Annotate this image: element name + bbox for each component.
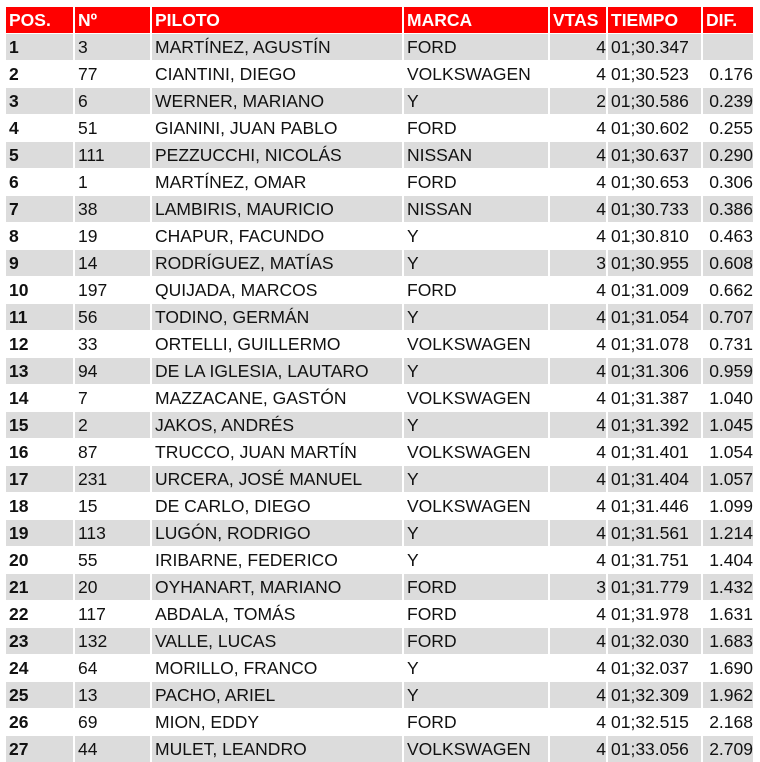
- car-number-cell: 19: [73, 222, 150, 249]
- results-table: [6, 7, 753, 762]
- table-row: [6, 681, 753, 708]
- driver-cell: CIANTINI, DIEGO: [150, 60, 402, 87]
- difference-cell: 0.176: [701, 60, 753, 87]
- table-row: [6, 303, 753, 330]
- difference-cell: 1.432: [701, 573, 753, 600]
- driver-cell: URCERA, JOSÉ MANUEL: [150, 465, 402, 492]
- difference-cell: 1.683: [701, 627, 753, 654]
- table-row: [6, 33, 753, 60]
- laps-cell: 3: [548, 249, 606, 276]
- driver-cell: WERNER, MARIANO: [150, 87, 402, 114]
- car-number-cell: 3: [73, 33, 150, 60]
- header-number: Nº: [73, 7, 150, 33]
- brand-cell: Y: [402, 465, 548, 492]
- laps-cell: 2: [548, 87, 606, 114]
- table-row: [6, 249, 753, 276]
- brand-cell: Y: [402, 222, 548, 249]
- driver-cell: DE LA IGLESIA, LAUTARO: [150, 357, 402, 384]
- difference-cell: 0.662: [701, 276, 753, 303]
- laps-cell: 4: [548, 330, 606, 357]
- time-cell: 01;30.733: [606, 195, 701, 222]
- driver-cell: OYHANART, MARIANO: [150, 573, 402, 600]
- difference-cell: 1.040: [701, 384, 753, 411]
- car-number-cell: 56: [73, 303, 150, 330]
- brand-cell: FORD: [402, 627, 548, 654]
- header-brand: MARCA: [402, 7, 548, 33]
- car-number-cell: 231: [73, 465, 150, 492]
- difference-cell: 1.962: [701, 681, 753, 708]
- position-cell: 6: [6, 168, 73, 195]
- laps-cell: 4: [548, 195, 606, 222]
- time-cell: 01;30.955: [606, 249, 701, 276]
- driver-cell: MION, EDDY: [150, 708, 402, 735]
- difference-cell: 2.709: [701, 735, 753, 762]
- car-number-cell: 2: [73, 411, 150, 438]
- car-number-cell: 94: [73, 357, 150, 384]
- time-cell: 01;31.446: [606, 492, 701, 519]
- time-cell: 01;31.779: [606, 573, 701, 600]
- laps-cell: 4: [548, 465, 606, 492]
- position-cell: 17: [6, 465, 73, 492]
- laps-cell: 3: [548, 573, 606, 600]
- laps-cell: 4: [548, 384, 606, 411]
- laps-cell: 4: [548, 654, 606, 681]
- difference-cell: 0.239: [701, 87, 753, 114]
- position-cell: 2: [6, 60, 73, 87]
- position-cell: 10: [6, 276, 73, 303]
- driver-cell: QUIJADA, MARCOS: [150, 276, 402, 303]
- car-number-cell: 51: [73, 114, 150, 141]
- laps-cell: 4: [548, 627, 606, 654]
- position-cell: 27: [6, 735, 73, 762]
- driver-cell: LAMBIRIS, MAURICIO: [150, 195, 402, 222]
- car-number-cell: 6: [73, 87, 150, 114]
- time-cell: 01;31.306: [606, 357, 701, 384]
- brand-cell: VOLKSWAGEN: [402, 330, 548, 357]
- difference-cell: 1.690: [701, 654, 753, 681]
- table-row: [6, 519, 753, 546]
- difference-cell: 0.707: [701, 303, 753, 330]
- brand-cell: Y: [402, 357, 548, 384]
- laps-cell: 4: [548, 492, 606, 519]
- position-cell: 15: [6, 411, 73, 438]
- table-row: [6, 222, 753, 249]
- car-number-cell: 87: [73, 438, 150, 465]
- position-cell: 25: [6, 681, 73, 708]
- brand-cell: FORD: [402, 33, 548, 60]
- brand-cell: VOLKSWAGEN: [402, 438, 548, 465]
- time-cell: 01;32.030: [606, 627, 701, 654]
- brand-cell: FORD: [402, 114, 548, 141]
- laps-cell: 4: [548, 681, 606, 708]
- laps-cell: 4: [548, 735, 606, 762]
- car-number-cell: 20: [73, 573, 150, 600]
- difference-cell: 0.731: [701, 330, 753, 357]
- brand-cell: VOLKSWAGEN: [402, 735, 548, 762]
- laps-cell: 4: [548, 519, 606, 546]
- difference-cell: 1.045: [701, 411, 753, 438]
- position-cell: 20: [6, 546, 73, 573]
- laps-cell: 4: [548, 438, 606, 465]
- driver-cell: IRIBARNE, FEDERICO: [150, 546, 402, 573]
- time-cell: 01;31.392: [606, 411, 701, 438]
- table-row: [6, 87, 753, 114]
- table-header: [6, 7, 753, 33]
- time-cell: 01;30.810: [606, 222, 701, 249]
- table-row: [6, 276, 753, 303]
- time-cell: 01;30.586: [606, 87, 701, 114]
- time-cell: 01;31.401: [606, 438, 701, 465]
- time-cell: 01;31.078: [606, 330, 701, 357]
- time-cell: 01;31.561: [606, 519, 701, 546]
- brand-cell: VOLKSWAGEN: [402, 492, 548, 519]
- time-cell: 01;32.309: [606, 681, 701, 708]
- laps-cell: 4: [548, 546, 606, 573]
- position-cell: 21: [6, 573, 73, 600]
- time-cell: 01;33.056: [606, 735, 701, 762]
- car-number-cell: 113: [73, 519, 150, 546]
- table-row: [6, 438, 753, 465]
- difference-cell: 0.386: [701, 195, 753, 222]
- table-row: [6, 384, 753, 411]
- driver-cell: TRUCCO, JUAN MARTÍN: [150, 438, 402, 465]
- difference-cell: 0.290: [701, 141, 753, 168]
- brand-cell: Y: [402, 519, 548, 546]
- time-cell: 01;31.009: [606, 276, 701, 303]
- table-row: [6, 573, 753, 600]
- driver-cell: MARTÍNEZ, AGUSTÍN: [150, 33, 402, 60]
- driver-cell: CHAPUR, FACUNDO: [150, 222, 402, 249]
- header-time: TIEMPO: [606, 7, 701, 33]
- laps-cell: 4: [548, 708, 606, 735]
- position-cell: 4: [6, 114, 73, 141]
- laps-cell: 4: [548, 222, 606, 249]
- car-number-cell: 111: [73, 141, 150, 168]
- time-cell: 01;31.054: [606, 303, 701, 330]
- laps-cell: 4: [548, 60, 606, 87]
- car-number-cell: 77: [73, 60, 150, 87]
- car-number-cell: 117: [73, 600, 150, 627]
- difference-cell: 1.404: [701, 546, 753, 573]
- difference-cell: 0.463: [701, 222, 753, 249]
- table-row: [6, 60, 753, 87]
- laps-cell: 4: [548, 141, 606, 168]
- brand-cell: NISSAN: [402, 141, 548, 168]
- driver-cell: VALLE, LUCAS: [150, 627, 402, 654]
- position-cell: 1: [6, 33, 73, 60]
- driver-cell: PACHO, ARIEL: [150, 681, 402, 708]
- time-cell: 01;31.751: [606, 546, 701, 573]
- position-cell: 7: [6, 195, 73, 222]
- time-cell: 01;30.653: [606, 168, 701, 195]
- position-cell: 11: [6, 303, 73, 330]
- driver-cell: TODINO, GERMÁN: [150, 303, 402, 330]
- driver-cell: ABDALA, TOMÁS: [150, 600, 402, 627]
- difference-cell: 2.168: [701, 708, 753, 735]
- difference-cell: 1.214: [701, 519, 753, 546]
- driver-cell: MARTÍNEZ, OMAR: [150, 168, 402, 195]
- brand-cell: FORD: [402, 276, 548, 303]
- laps-cell: 4: [548, 411, 606, 438]
- time-cell: 01;30.347: [606, 33, 701, 60]
- laps-cell: 4: [548, 33, 606, 60]
- car-number-cell: 14: [73, 249, 150, 276]
- car-number-cell: 38: [73, 195, 150, 222]
- car-number-cell: 33: [73, 330, 150, 357]
- time-cell: 01;32.037: [606, 654, 701, 681]
- position-cell: 12: [6, 330, 73, 357]
- brand-cell: Y: [402, 546, 548, 573]
- brand-cell: Y: [402, 654, 548, 681]
- table-row: [6, 330, 753, 357]
- laps-cell: 4: [548, 276, 606, 303]
- laps-cell: 4: [548, 303, 606, 330]
- position-cell: 13: [6, 357, 73, 384]
- time-cell: 01;30.602: [606, 114, 701, 141]
- position-cell: 23: [6, 627, 73, 654]
- driver-cell: DE CARLO, DIEGO: [150, 492, 402, 519]
- time-cell: 01;30.637: [606, 141, 701, 168]
- brand-cell: Y: [402, 681, 548, 708]
- driver-cell: MORILLO, FRANCO: [150, 654, 402, 681]
- time-cell: 01;31.404: [606, 465, 701, 492]
- table-row: [6, 708, 753, 735]
- table-row: [6, 357, 753, 384]
- difference-cell: 1.057: [701, 465, 753, 492]
- driver-cell: MULET, LEANDRO: [150, 735, 402, 762]
- car-number-cell: 197: [73, 276, 150, 303]
- table-row: [6, 114, 753, 141]
- difference-cell: 0.255: [701, 114, 753, 141]
- brand-cell: FORD: [402, 168, 548, 195]
- position-cell: 14: [6, 384, 73, 411]
- difference-cell: 1.631: [701, 600, 753, 627]
- time-cell: 01;31.978: [606, 600, 701, 627]
- car-number-cell: 7: [73, 384, 150, 411]
- header-position: POS.: [6, 7, 73, 33]
- table-row: [6, 654, 753, 681]
- car-number-cell: 132: [73, 627, 150, 654]
- difference-cell: [701, 33, 753, 60]
- brand-cell: Y: [402, 249, 548, 276]
- table-row: [6, 168, 753, 195]
- header-laps: VTAS: [548, 7, 606, 33]
- car-number-cell: 15: [73, 492, 150, 519]
- brand-cell: FORD: [402, 600, 548, 627]
- brand-cell: VOLKSWAGEN: [402, 384, 548, 411]
- position-cell: 26: [6, 708, 73, 735]
- header-difference: DIF.: [701, 7, 753, 33]
- brand-cell: Y: [402, 87, 548, 114]
- car-number-cell: 44: [73, 735, 150, 762]
- car-number-cell: 64: [73, 654, 150, 681]
- position-cell: 19: [6, 519, 73, 546]
- brand-cell: NISSAN: [402, 195, 548, 222]
- difference-cell: 1.099: [701, 492, 753, 519]
- driver-cell: ORTELLI, GUILLERMO: [150, 330, 402, 357]
- difference-cell: 0.959: [701, 357, 753, 384]
- table-row: [6, 600, 753, 627]
- brand-cell: Y: [402, 303, 548, 330]
- driver-cell: RODRÍGUEZ, MATÍAS: [150, 249, 402, 276]
- driver-cell: MAZZACANE, GASTÓN: [150, 384, 402, 411]
- difference-cell: 0.608: [701, 249, 753, 276]
- position-cell: 3: [6, 87, 73, 114]
- car-number-cell: 13: [73, 681, 150, 708]
- table-row: [6, 411, 753, 438]
- table-row: [6, 465, 753, 492]
- position-cell: 24: [6, 654, 73, 681]
- laps-cell: 4: [548, 114, 606, 141]
- car-number-cell: 1: [73, 168, 150, 195]
- position-cell: 8: [6, 222, 73, 249]
- driver-cell: PEZZUCCHI, NICOLÁS: [150, 141, 402, 168]
- header-row: [6, 7, 753, 33]
- brand-cell: VOLKSWAGEN: [402, 60, 548, 87]
- position-cell: 5: [6, 141, 73, 168]
- laps-cell: 4: [548, 357, 606, 384]
- position-cell: 9: [6, 249, 73, 276]
- table-body: [6, 33, 753, 762]
- table-row: [6, 141, 753, 168]
- time-cell: 01;32.515: [606, 708, 701, 735]
- driver-cell: LUGÓN, RODRIGO: [150, 519, 402, 546]
- car-number-cell: 69: [73, 708, 150, 735]
- header-driver: PILOTO: [150, 7, 402, 33]
- position-cell: 22: [6, 600, 73, 627]
- difference-cell: 0.306: [701, 168, 753, 195]
- difference-cell: 1.054: [701, 438, 753, 465]
- table-row: [6, 627, 753, 654]
- brand-cell: FORD: [402, 573, 548, 600]
- position-cell: 16: [6, 438, 73, 465]
- driver-cell: JAKOS, ANDRÉS: [150, 411, 402, 438]
- car-number-cell: 55: [73, 546, 150, 573]
- position-cell: 18: [6, 492, 73, 519]
- time-cell: 01;31.387: [606, 384, 701, 411]
- time-cell: 01;30.523: [606, 60, 701, 87]
- laps-cell: 4: [548, 168, 606, 195]
- table-row: [6, 492, 753, 519]
- brand-cell: FORD: [402, 708, 548, 735]
- table-row: [6, 546, 753, 573]
- driver-cell: GIANINI, JUAN PABLO: [150, 114, 402, 141]
- table-row: [6, 195, 753, 222]
- table-row: [6, 735, 753, 762]
- brand-cell: Y: [402, 411, 548, 438]
- laps-cell: 4: [548, 600, 606, 627]
